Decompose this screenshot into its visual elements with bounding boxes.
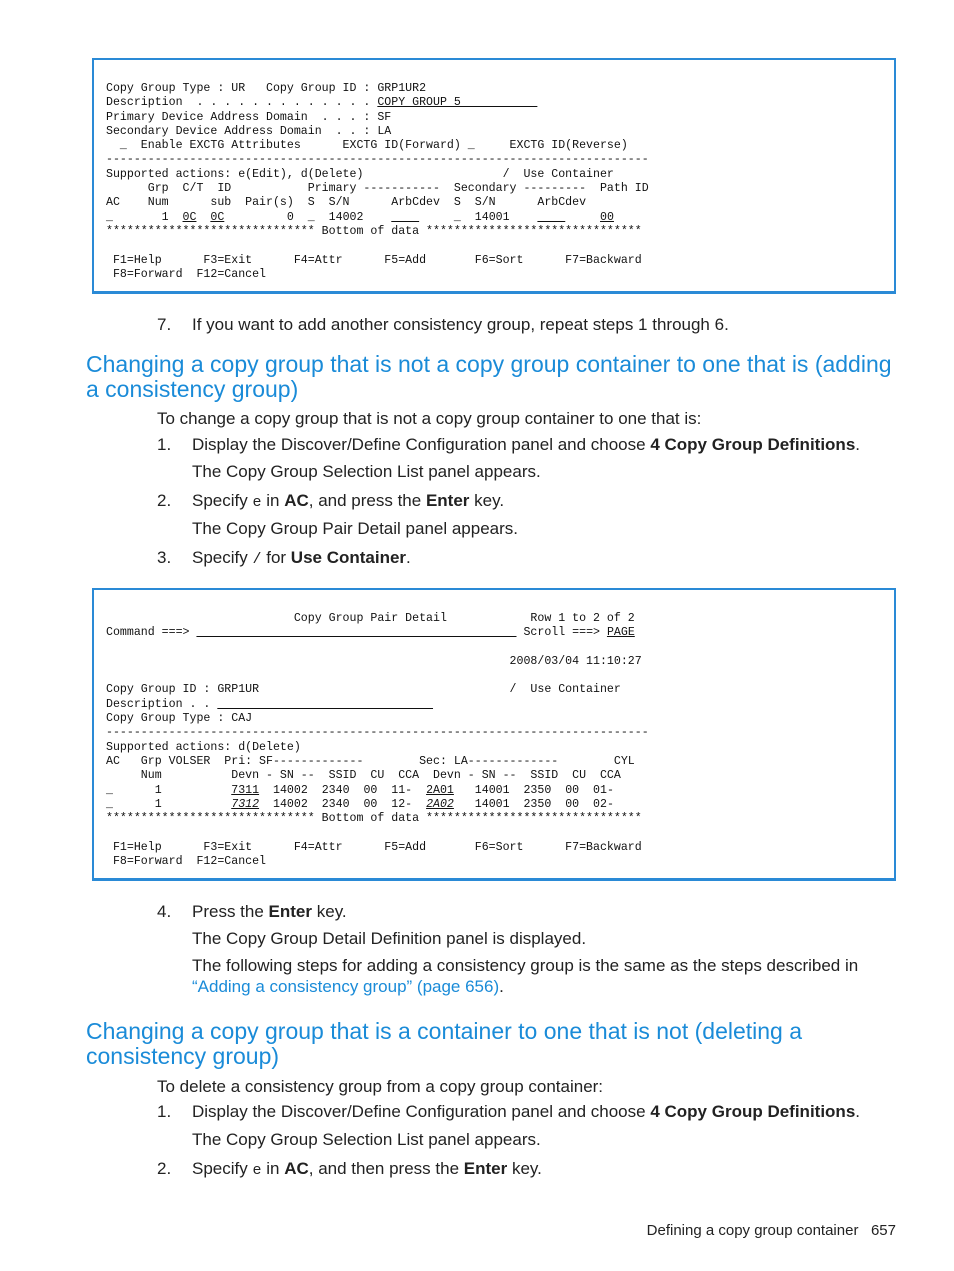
panel-line: _ 1 7311 14002 2340 00 11- 2A01 14001 2350 00 01- bbox=[106, 783, 614, 797]
step-text: Specify e in AC, and then press the Enter key. bbox=[192, 1159, 542, 1179]
step-result: The Copy Group Selection List panel appears. bbox=[192, 1130, 541, 1149]
function-keys: F1=Help F3=Exit F4=Attr F5=Add F6=Sort F7=Backward bbox=[106, 840, 642, 854]
panel-line: _ 1 0C 0C 0 _ 14002 _ 14001 00 bbox=[106, 210, 614, 224]
panel-line: Supported actions: e(Edit), d(Delete) / Use Container bbox=[106, 167, 614, 181]
step-result: The Copy Group Pair Detail panel appears. bbox=[192, 519, 519, 538]
step-number: 2. bbox=[157, 491, 172, 510]
footer-section-title: Defining a copy group container bbox=[646, 1222, 859, 1239]
panel-line: Copy Group Type : CAJ bbox=[106, 712, 253, 726]
cross-reference-link[interactable]: “Adding a consistency group” (page 656) bbox=[192, 977, 500, 996]
function-keys: F8=Forward F12=Cancel bbox=[106, 267, 267, 281]
panel-line: _ 1 7312 14002 2340 00 12- 2A02 14001 2350 00 02- bbox=[106, 797, 614, 811]
copy-group-panel-screen bbox=[92, 58, 896, 294]
function-keys: F1=Help F3=Exit F4=Attr F5=Add F6=Sort F7=Backward bbox=[106, 253, 642, 267]
panel-line: Copy Group ID : GRP1UR / Use Container bbox=[106, 683, 621, 697]
panel-line: Description . . . . . . . . . . . . . COPY GROUP 5 bbox=[106, 96, 538, 110]
section-intro: To change a copy group that is not a copy group container to one that is: bbox=[157, 409, 702, 428]
panel-line: AC Num sub Pair(s) S S/N ArbCdev S S/N ArbCdev bbox=[106, 196, 587, 210]
step-note-link-line: “Adding a consistency group” (page 656). bbox=[192, 977, 504, 996]
step-text: Specify / for Use Container. bbox=[192, 548, 411, 568]
step-number: 1. bbox=[157, 435, 172, 454]
scroll-field[interactable]: PAGE bbox=[606, 626, 635, 640]
panel-line: AC Grp VOLSER Pri: SF------------- Sec: LA------------- CYL bbox=[106, 754, 635, 768]
panel-text bbox=[94, 590, 894, 869]
step-note: The following steps for adding a consistency group is the same as the steps described in bbox=[192, 956, 859, 975]
step-text: Display the Discover/Define Configuration panel and choose 4 Copy Group Definitions. bbox=[192, 435, 861, 454]
step-number: 7. bbox=[157, 315, 172, 334]
step-number: 2. bbox=[157, 1159, 172, 1178]
step-number: 4. bbox=[157, 902, 172, 921]
step-text: If you want to add another consistency group, repeat steps 1 through 6. bbox=[192, 315, 729, 334]
panel-line: ****************************** Bottom of data ******************************* bbox=[106, 224, 642, 238]
panel-line: Command ===> Scroll ===> PAGE bbox=[106, 626, 635, 640]
panel-line: Supported actions: d(Delete) bbox=[106, 740, 301, 754]
description-field[interactable]: COPY GROUP 5 bbox=[377, 96, 538, 110]
section-heading-adding: Changing a copy group that is not a copy group container to one that is (adding a consistency group) bbox=[86, 351, 892, 402]
section-heading-deleting: Changing a copy group that is a container to one that is not (deleting a consistency group) bbox=[86, 1018, 803, 1069]
step-number: 1. bbox=[157, 1102, 172, 1121]
panel-line: ****************************** Bottom of data ******************************* bbox=[106, 812, 642, 826]
section-intro: To delete a consistency group from a copy group container: bbox=[157, 1077, 604, 1096]
panel-line: Description . . bbox=[106, 698, 433, 711]
panel-line: 2008/03/04 11:10:27 bbox=[106, 654, 642, 668]
step-text: Specify e in AC, and press the Enter key. bbox=[192, 491, 505, 511]
step-number: 3. bbox=[157, 548, 172, 567]
panel-text bbox=[94, 60, 894, 282]
panel-line: _ Enable EXCTG Attributes EXCTG ID(Forward) _ EXCTG ID(Reverse) bbox=[106, 139, 628, 153]
panel-line: ------------------------------------------------------------------------------ bbox=[106, 153, 649, 167]
panel-line: Primary Device Address Domain . . . : SF bbox=[106, 110, 392, 124]
page-footer bbox=[647, 1222, 896, 1239]
panel-line: Grp C/T ID Primary ----------- Secondary --------- Path ID bbox=[106, 182, 649, 196]
panel-line: ------------------------------------------------------------------------------ bbox=[106, 726, 649, 740]
page-number: 657 bbox=[870, 1222, 896, 1239]
function-keys: F8=Forward F12=Cancel bbox=[106, 855, 267, 869]
copy-group-pair-detail-screen bbox=[92, 588, 896, 881]
step-text: Display the Discover/Define Configuration panel and choose 4 Copy Group Definitions. bbox=[192, 1102, 861, 1121]
step-text: Press the Enter key. bbox=[192, 902, 347, 921]
panel-line: Secondary Device Address Domain . . : LA bbox=[106, 124, 392, 138]
step-result: The Copy Group Detail Definition panel is displayed. bbox=[192, 929, 587, 948]
panel-line: Copy Group Type : UR Copy Group ID : GRP1UR2 bbox=[106, 82, 427, 95]
panel-line: Num Devn - SN -- SSID CU CCA Devn - SN -- SSID CU CCA bbox=[106, 769, 621, 783]
panel-line: Copy Group Pair Detail Row 1 to 2 of 2 bbox=[106, 612, 635, 625]
step-result: The Copy Group Selection List panel appears. bbox=[192, 462, 541, 481]
description-input[interactable] bbox=[217, 698, 433, 711]
command-input[interactable] bbox=[196, 626, 516, 639]
